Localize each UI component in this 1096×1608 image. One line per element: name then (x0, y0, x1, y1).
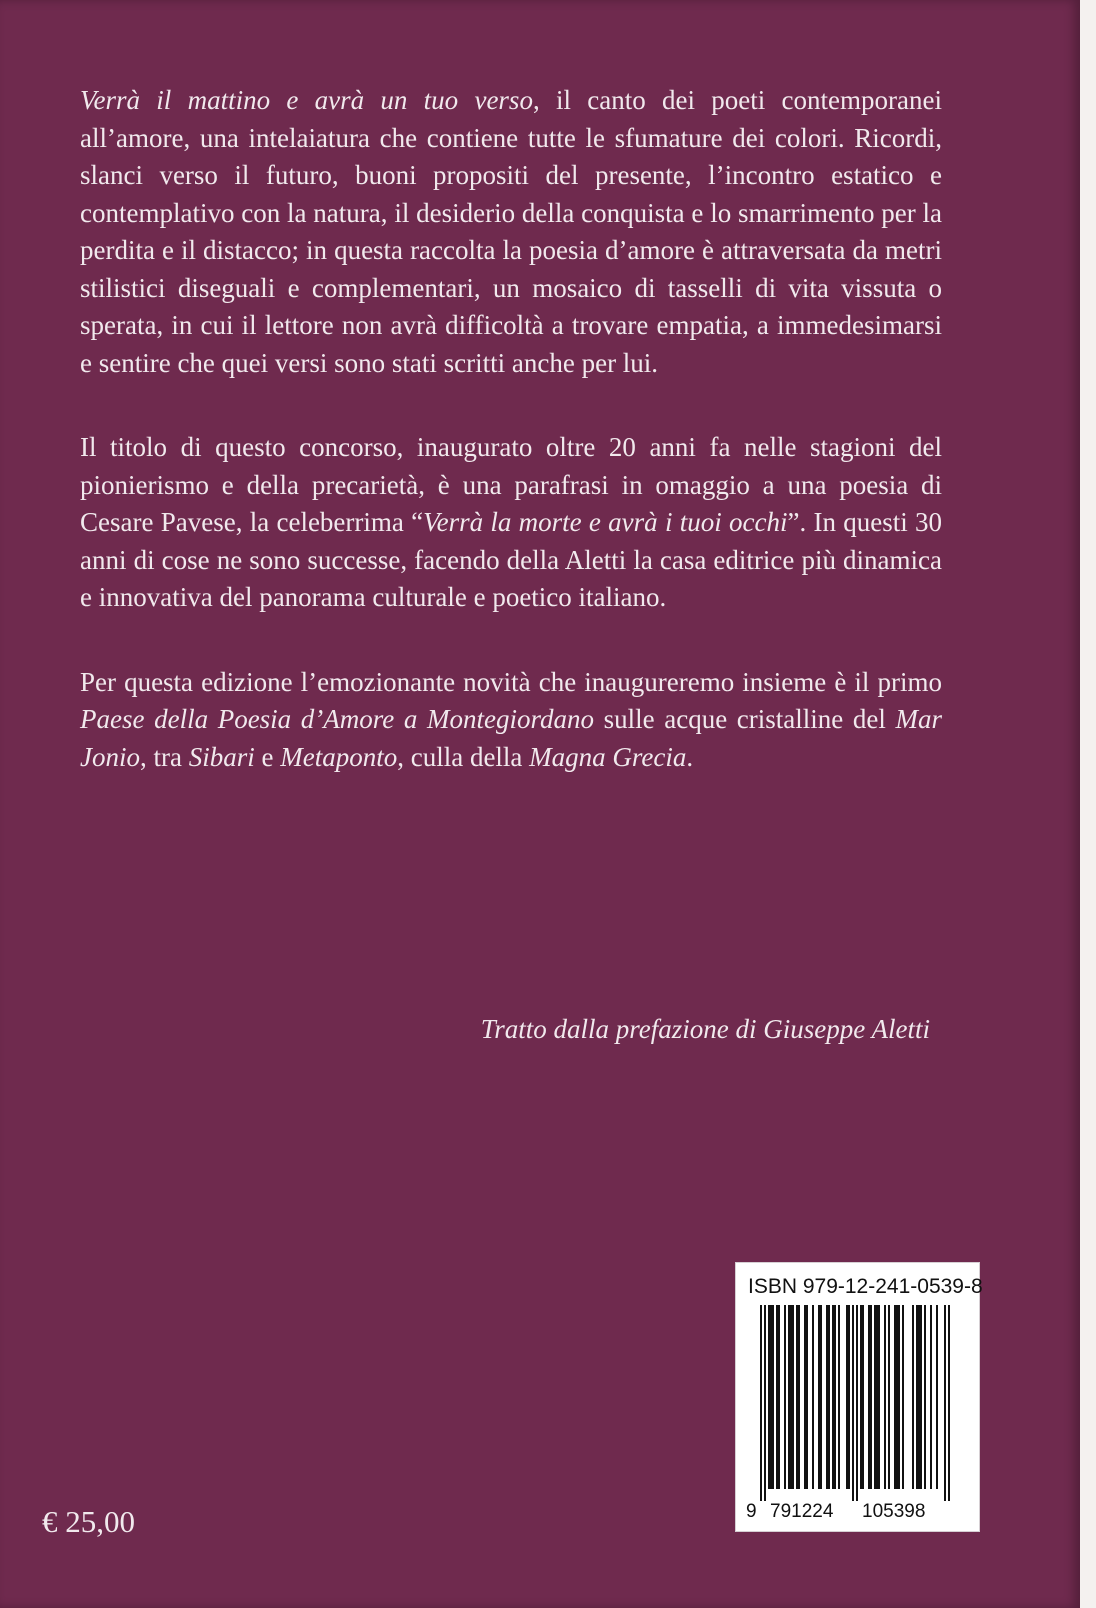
text-segment: Verrà il mattino e avrà un tuo verso (80, 85, 533, 115)
barcode-bar (870, 1305, 872, 1489)
barcode-bar (770, 1305, 772, 1489)
barcode-bar (826, 1305, 828, 1489)
barcode-bar (930, 1305, 932, 1489)
barcode-bar (764, 1305, 766, 1501)
barcode-bar (776, 1305, 778, 1489)
barcode-bar (896, 1305, 898, 1489)
barcode-bar (834, 1305, 836, 1489)
text-segment: e (254, 741, 281, 772)
barcode-bar (806, 1305, 808, 1489)
text-segment: Sibari (188, 741, 255, 772)
text-segment: Verrà la morte e avrà i tuoi occhi (423, 507, 788, 537)
barcode-bar (848, 1305, 850, 1489)
blurb-paragraph-2 (80, 429, 942, 617)
text-segment: . (686, 741, 694, 772)
barcode-bar (804, 1305, 806, 1489)
barcode-bar (812, 1305, 814, 1489)
text-segment: , culla della (397, 741, 530, 772)
barcode-bar (918, 1305, 920, 1489)
isbn-label: ISBN 979-12-241-0539-8 (748, 1275, 983, 1298)
barcode-bar (784, 1305, 786, 1489)
barcode-bar (860, 1305, 862, 1489)
barcode-bar (820, 1305, 822, 1489)
text-segment: , tra (140, 741, 189, 772)
text-segment: , il canto dei poeti contemporanei all’amore, una intelaiatura che contiene tutte le sfumature dei colori. Ricordi, slanci verso il futuro, buoni propositi del presente, l’incontro estatico e contemplativo con la natura, il desiderio della conquista e lo smarrimento per la perdita e il distacco; in questa raccolta la poesia d’amore è attraversata da metri stilistici diseguali e complementari, un mosaico di tasselli di vita vissuta o sperata, in cui il lettore non avrà difficoltà a trovare empatia, a immedesimarsi e sentire che quei versi sono stati scritti anche per lui. (80, 85, 942, 378)
barcode-bar (796, 1305, 798, 1489)
barcode-bar (894, 1305, 896, 1489)
barcode-bar (884, 1305, 886, 1489)
barcode-bar (828, 1305, 830, 1489)
barcode-bar (818, 1305, 820, 1489)
barcode-bar (852, 1305, 854, 1501)
text-segment: Per questa edizione l’emozionante novità che inaugureremo insieme è il primo (80, 666, 942, 697)
barcode-bar (832, 1305, 834, 1489)
barcode-bar (868, 1305, 870, 1489)
barcode-graphic (746, 1305, 969, 1525)
blurb-paragraph-1 (80, 82, 942, 382)
text-segment: Mar Jonio (80, 704, 942, 772)
text-segment: Metaponto (280, 741, 398, 772)
text-segment: ”. In questi 30 anni di cose ne sono successe, facendo della Aletti la casa editrice più dinamica e innovativa del panorama culturale e poetico italiano. (80, 507, 942, 612)
barcode-bar (768, 1305, 770, 1489)
price: € 25,00 (42, 1504, 135, 1539)
barcode-bar (788, 1305, 790, 1489)
blurb-paragraph-3 (80, 664, 942, 777)
barcode-bar (772, 1305, 774, 1489)
text-segment: Paese della Poesia d’Amore a Montegiordano (80, 704, 594, 734)
text-segment: Il titolo di questo concorso, inaugurato oltre 20 anni fa nelle stagioni del pionierismo e della precarietà, è una parafrasi in omaggio a una poesia di Cesare Pavese, la celeberrima “ (80, 432, 942, 537)
text-segment: Magna Grecia (529, 741, 687, 772)
barcode-bar (838, 1305, 840, 1489)
barcode-bar (874, 1305, 876, 1489)
barcode-bar (898, 1305, 900, 1489)
barcode-bar (920, 1305, 922, 1489)
page-edge (1080, 0, 1096, 1608)
barcode-bar (878, 1305, 880, 1489)
barcode-bar (876, 1305, 878, 1489)
barcode-bar (902, 1305, 904, 1489)
barcode-bar (798, 1305, 800, 1489)
barcode-bar (936, 1305, 938, 1489)
barcode-bar (846, 1305, 848, 1489)
barcode-bar (912, 1305, 914, 1489)
blurb-text (80, 82, 942, 776)
attribution: Tratto dalla prefazione di Giuseppe Aletti (480, 1014, 930, 1044)
barcode-digits: 9 (746, 1501, 757, 1522)
barcode-bar (856, 1305, 858, 1501)
barcode-bar (778, 1305, 780, 1489)
barcode-digits: 105398 (862, 1501, 926, 1522)
barcode-bar (792, 1305, 794, 1489)
barcode-bar (944, 1305, 946, 1501)
barcode-bar (760, 1305, 762, 1501)
barcode-bar (888, 1305, 890, 1489)
barcode-bar (862, 1305, 864, 1489)
barcode-bar (790, 1305, 792, 1489)
text-segment: sulle acque cristalline del (594, 704, 896, 734)
barcode-digits: 791224 (770, 1501, 834, 1522)
barcode-bar (916, 1305, 918, 1489)
isbn-barcode (735, 1262, 983, 1532)
barcode-bar (948, 1305, 950, 1501)
barcode-bar (924, 1305, 926, 1489)
